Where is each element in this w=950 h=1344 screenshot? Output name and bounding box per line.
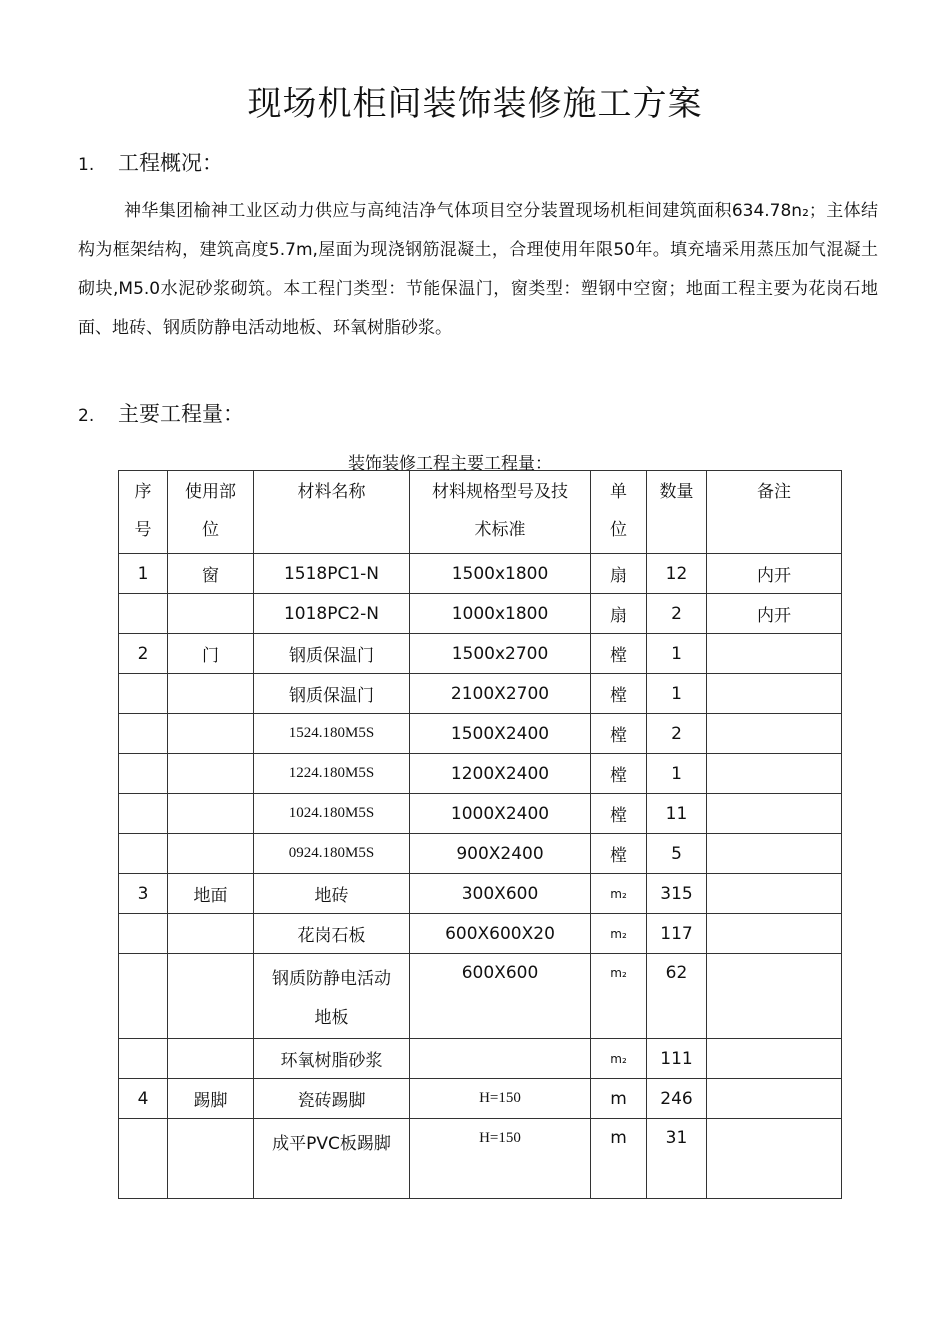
table-row [119, 714, 842, 754]
cell-material: 1024.180M5S [254, 794, 410, 834]
cell-part [168, 834, 254, 874]
cell-material: 地砖 [254, 874, 410, 914]
cell-spec: 1500x2700 [410, 634, 591, 674]
cell-material: 1524.180M5S [254, 714, 410, 754]
cell-qty: 5 [647, 834, 707, 874]
table-row [119, 674, 842, 714]
cell-note [707, 834, 842, 874]
table-row [119, 554, 842, 594]
cell-seq [119, 1039, 168, 1079]
table-row [119, 1119, 842, 1199]
table-caption: 装饰装修工程主要工程量： [348, 454, 552, 474]
material-text: 钢质防静电活动地板 [272, 969, 391, 1028]
unit-text: m [610, 1128, 627, 1148]
cell-part [168, 954, 254, 1039]
cell-seq: 2 [119, 634, 168, 674]
overview-text: 神华集团榆神工业区动力供应与高纯洁净气体项目空分装置现场机柜间建筑面积634.78n₂；主体结构为框架结构，建筑高度5.7m,屋面为现浇钢筋混凝土，合理使用年限50年。填充墙采用蒸压加气混凝土砌块,M5.0水泥砂浆砌筑。本工程门类型：节能保温门，窗类型：塑钢中空窗；地面工程主要为花岗石地面、地砖、钢质防静电活动地板、环氧树脂砂浆。 [78, 201, 878, 338]
table-row [119, 594, 842, 634]
cell-qty [647, 954, 707, 1039]
cell-qty: 117 [647, 914, 707, 954]
cell-part: 地面 [168, 874, 254, 914]
cell-qty: 1 [647, 634, 707, 674]
cell-note [707, 794, 842, 834]
cell-note [707, 954, 842, 1039]
cell-part [168, 914, 254, 954]
quantity-table [118, 470, 842, 1199]
header-qty: 数量 [647, 471, 707, 554]
cell-material: 钢质保温门 [254, 634, 410, 674]
cell-qty: 315 [647, 874, 707, 914]
table-row [119, 954, 842, 1039]
cell-seq: 1 [119, 554, 168, 594]
cell-part [168, 1119, 254, 1199]
cell-note: 内开 [707, 554, 842, 594]
table-header-row [119, 471, 842, 554]
table-row [119, 1079, 842, 1119]
cell-seq: 3 [119, 874, 168, 914]
cell-unit: 樘 [591, 674, 647, 714]
cell-spec [410, 954, 591, 1039]
section-2-heading [78, 398, 244, 428]
cell-seq: 4 [119, 1079, 168, 1119]
cell-material [254, 1119, 410, 1199]
cell-seq [119, 594, 168, 634]
cell-qty [647, 1119, 707, 1199]
cell-spec: 600X600X20 [410, 914, 591, 954]
section-2-title: 主要工程量： [118, 402, 244, 426]
header-part: 使用部位 [168, 471, 254, 554]
header-seq: 序号 [119, 471, 168, 554]
cell-part [168, 754, 254, 794]
cell-spec: H=150 [410, 1079, 591, 1119]
cell-part [168, 1039, 254, 1079]
cell-spec: 900X2400 [410, 834, 591, 874]
cell-unit: 樘 [591, 754, 647, 794]
cell-unit: 樘 [591, 794, 647, 834]
cell-material: 1018PC2-N [254, 594, 410, 634]
cell-material: 1224.180M5S [254, 754, 410, 794]
cell-qty: 1 [647, 674, 707, 714]
section-2-number: 2. [78, 406, 95, 426]
cell-spec: 1500X2400 [410, 714, 591, 754]
cell-spec: 1000X2400 [410, 794, 591, 834]
cell-spec: 2100X2700 [410, 674, 591, 714]
cell-qty: 246 [647, 1079, 707, 1119]
cell-note [707, 1119, 842, 1199]
cell-note [707, 674, 842, 714]
document-title: 现场机柜间装饰装修施工方案 [247, 84, 703, 124]
cell-unit: m₂ [591, 1039, 647, 1079]
cell-qty: 2 [647, 714, 707, 754]
cell-qty: 1 [647, 754, 707, 794]
cell-unit: m₂ [591, 874, 647, 914]
header-spec: 材料规格型号及技术标准 [410, 471, 591, 554]
cell-spec: 1500x1800 [410, 554, 591, 594]
cell-part [168, 594, 254, 634]
cell-note [707, 1039, 842, 1079]
cell-spec: 1200X2400 [410, 754, 591, 794]
spec-text: 600X600 [461, 963, 539, 983]
cell-note [707, 914, 842, 954]
cell-unit [591, 954, 647, 1039]
table-row [119, 914, 842, 954]
cell-unit: 樘 [591, 834, 647, 874]
cell-note [707, 754, 842, 794]
cell-part [168, 714, 254, 754]
cell-note [707, 714, 842, 754]
cell-seq [119, 714, 168, 754]
qty-text: 62 [665, 963, 688, 983]
cell-unit: 樘 [591, 634, 647, 674]
cell-seq [119, 834, 168, 874]
cell-spec [410, 1039, 591, 1079]
section-1-number: 1. [78, 155, 95, 175]
header-unit: 单位 [591, 471, 647, 554]
cell-part: 踢脚 [168, 1079, 254, 1119]
cell-material: 花岗石板 [254, 914, 410, 954]
cell-seq [119, 794, 168, 834]
cell-qty: 111 [647, 1039, 707, 1079]
spec-text: H=150 [479, 1130, 521, 1146]
cell-material: 环氧树脂砂浆 [254, 1039, 410, 1079]
section-1-title: 工程概况： [118, 151, 223, 175]
table-row [119, 754, 842, 794]
cell-note [707, 634, 842, 674]
cell-material: 1518PC1-N [254, 554, 410, 594]
cell-note: 内开 [707, 594, 842, 634]
cell-spec: 1000x1800 [410, 594, 591, 634]
cell-seq [119, 754, 168, 794]
unit-text: m₂ [610, 966, 627, 980]
cell-seq [119, 674, 168, 714]
cell-unit: 扇 [591, 594, 647, 634]
cell-seq [119, 954, 168, 1039]
cell-qty: 12 [647, 554, 707, 594]
header-note: 备注 [707, 471, 842, 554]
cell-material: 钢质保温门 [254, 674, 410, 714]
cell-note [707, 1079, 842, 1119]
cell-material: 瓷砖踢脚 [254, 1079, 410, 1119]
material-text: 成平PVC板踢脚 [272, 1134, 391, 1154]
cell-unit: m [591, 1079, 647, 1119]
cell-material [254, 954, 410, 1039]
cell-part [168, 794, 254, 834]
cell-qty: 11 [647, 794, 707, 834]
cell-spec [410, 1119, 591, 1199]
table-row [119, 634, 842, 674]
cell-part [168, 674, 254, 714]
cell-unit: 扇 [591, 554, 647, 594]
cell-part: 门 [168, 634, 254, 674]
cell-unit: m₂ [591, 914, 647, 954]
table-row [119, 1039, 842, 1079]
cell-note [707, 874, 842, 914]
cell-spec: 300X600 [410, 874, 591, 914]
cell-seq [119, 1119, 168, 1199]
cell-material: 0924.180M5S [254, 834, 410, 874]
table-row [119, 874, 842, 914]
section-1-heading [78, 147, 223, 177]
qty-text: 31 [665, 1128, 688, 1148]
cell-seq [119, 914, 168, 954]
header-material: 材料名称 [254, 471, 410, 554]
table-row [119, 834, 842, 874]
section-1-paragraph [78, 192, 878, 348]
cell-unit: 樘 [591, 714, 647, 754]
cell-part: 窗 [168, 554, 254, 594]
cell-unit [591, 1119, 647, 1199]
cell-qty: 2 [647, 594, 707, 634]
table-row [119, 794, 842, 834]
